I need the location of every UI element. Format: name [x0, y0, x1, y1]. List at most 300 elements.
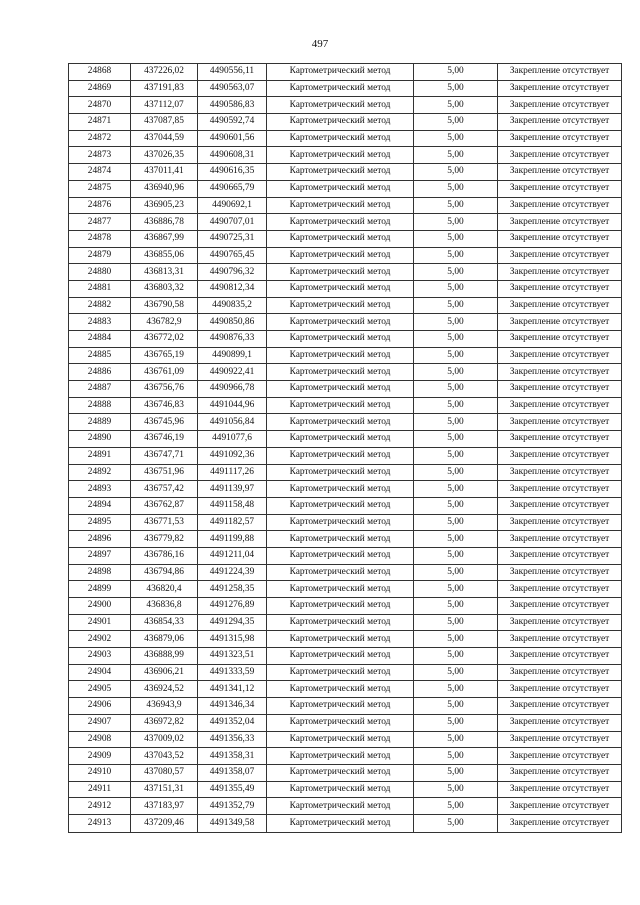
x-coordinate-cell: 436761,09 — [131, 364, 198, 381]
method-cell: Картометрический метод — [267, 64, 414, 81]
fixation-cell: Закрепление отсутствует — [498, 164, 622, 181]
point-number-cell: 24904 — [69, 664, 131, 681]
table-row — [69, 264, 622, 281]
method-cell: Картометрический метод — [267, 264, 414, 281]
accuracy-cell: 5,00 — [414, 130, 498, 147]
fixation-cell: Закрепление отсутствует — [498, 514, 622, 531]
method-cell: Картометрический метод — [267, 714, 414, 731]
y-coordinate-cell: 4491211,04 — [198, 547, 267, 564]
x-coordinate-cell: 436888,99 — [131, 648, 198, 665]
method-cell: Картометрический метод — [267, 180, 414, 197]
x-coordinate-cell: 436751,96 — [131, 464, 198, 481]
y-coordinate-cell: 4490665,79 — [198, 180, 267, 197]
point-number-cell: 24871 — [69, 114, 131, 131]
x-coordinate-cell: 436854,33 — [131, 614, 198, 631]
fixation-cell: Закрепление отсутствует — [498, 714, 622, 731]
method-cell: Картометрический метод — [267, 114, 414, 131]
x-coordinate-cell: 436794,86 — [131, 564, 198, 581]
x-coordinate-cell: 436943,9 — [131, 698, 198, 715]
table-row — [69, 731, 622, 748]
y-coordinate-cell: 4490796,32 — [198, 264, 267, 281]
y-coordinate-cell: 4491346,34 — [198, 698, 267, 715]
point-number-cell: 24883 — [69, 314, 131, 331]
x-coordinate-cell: 436803,32 — [131, 280, 198, 297]
fixation-cell: Закрепление отсутствует — [498, 748, 622, 765]
fixation-cell: Закрепление отсутствует — [498, 648, 622, 665]
table-row — [69, 698, 622, 715]
table-body — [69, 64, 622, 833]
table-row — [69, 514, 622, 531]
method-cell: Картометрический метод — [267, 531, 414, 548]
accuracy-cell: 5,00 — [414, 764, 498, 781]
x-coordinate-cell: 436905,23 — [131, 197, 198, 214]
point-number-cell: 24869 — [69, 80, 131, 97]
table-row — [69, 64, 622, 81]
accuracy-cell: 5,00 — [414, 64, 498, 81]
x-coordinate-cell: 437026,35 — [131, 147, 198, 164]
point-number-cell: 24897 — [69, 547, 131, 564]
method-cell: Картометрический метод — [267, 648, 414, 665]
method-cell: Картометрический метод — [267, 564, 414, 581]
table-row — [69, 197, 622, 214]
point-number-cell: 24909 — [69, 748, 131, 765]
fixation-cell: Закрепление отсутствует — [498, 547, 622, 564]
x-coordinate-cell: 437191,83 — [131, 80, 198, 97]
accuracy-cell: 5,00 — [414, 681, 498, 698]
accuracy-cell: 5,00 — [414, 581, 498, 598]
y-coordinate-cell: 4490850,86 — [198, 314, 267, 331]
x-coordinate-cell: 437183,97 — [131, 798, 198, 815]
fixation-cell: Закрепление отсутствует — [498, 230, 622, 247]
x-coordinate-cell: 436940,96 — [131, 180, 198, 197]
table-row — [69, 781, 622, 798]
table-row — [69, 280, 622, 297]
y-coordinate-cell: 4491276,89 — [198, 598, 267, 615]
y-coordinate-cell: 4491323,51 — [198, 648, 267, 665]
point-number-cell: 24885 — [69, 347, 131, 364]
x-coordinate-cell: 437009,02 — [131, 731, 198, 748]
y-coordinate-cell: 4491358,07 — [198, 764, 267, 781]
method-cell: Картометрический метод — [267, 381, 414, 398]
x-coordinate-cell: 436972,82 — [131, 714, 198, 731]
accuracy-cell: 5,00 — [414, 481, 498, 498]
y-coordinate-cell: 4491199,88 — [198, 531, 267, 548]
y-coordinate-cell: 4491224,39 — [198, 564, 267, 581]
fixation-cell: Закрепление отсутствует — [498, 247, 622, 264]
fixation-cell: Закрепление отсутствует — [498, 414, 622, 431]
y-coordinate-cell: 4491294,35 — [198, 614, 267, 631]
method-cell: Картометрический метод — [267, 731, 414, 748]
y-coordinate-cell: 4490835,2 — [198, 297, 267, 314]
point-number-cell: 24911 — [69, 781, 131, 798]
method-cell: Картометрический метод — [267, 547, 414, 564]
point-number-cell: 24882 — [69, 297, 131, 314]
point-number-cell: 24872 — [69, 130, 131, 147]
method-cell: Картометрический метод — [267, 814, 414, 832]
x-coordinate-cell: 437043,52 — [131, 748, 198, 765]
x-coordinate-cell: 436867,99 — [131, 230, 198, 247]
method-cell: Картометрический метод — [267, 280, 414, 297]
accuracy-cell: 5,00 — [414, 798, 498, 815]
point-number-cell: 24893 — [69, 481, 131, 498]
table-row — [69, 247, 622, 264]
fixation-cell: Закрепление отсутствует — [498, 581, 622, 598]
table-row — [69, 347, 622, 364]
table-row — [69, 681, 622, 698]
method-cell: Картометрический метод — [267, 464, 414, 481]
y-coordinate-cell: 4490586,83 — [198, 97, 267, 114]
y-coordinate-cell: 4491044,96 — [198, 397, 267, 414]
x-coordinate-cell: 436747,71 — [131, 447, 198, 464]
table-row — [69, 631, 622, 648]
accuracy-cell: 5,00 — [414, 297, 498, 314]
accuracy-cell: 5,00 — [414, 280, 498, 297]
fixation-cell: Закрепление отсутствует — [498, 347, 622, 364]
accuracy-cell: 5,00 — [414, 381, 498, 398]
x-coordinate-cell: 437087,85 — [131, 114, 198, 131]
accuracy-cell: 5,00 — [414, 564, 498, 581]
fixation-cell: Закрепление отсутствует — [498, 464, 622, 481]
table-row — [69, 381, 622, 398]
accuracy-cell: 5,00 — [414, 614, 498, 631]
point-number-cell: 24896 — [69, 531, 131, 548]
fixation-cell: Закрепление отсутствует — [498, 64, 622, 81]
method-cell: Картометрический метод — [267, 80, 414, 97]
y-coordinate-cell: 4491341,12 — [198, 681, 267, 698]
x-coordinate-cell: 436746,83 — [131, 397, 198, 414]
x-coordinate-cell: 436746,19 — [131, 431, 198, 448]
table-row — [69, 331, 622, 348]
method-cell: Картометрический метод — [267, 781, 414, 798]
fixation-cell: Закрепление отсутствует — [498, 397, 622, 414]
fixation-cell: Закрепление отсутствует — [498, 147, 622, 164]
point-number-cell: 24868 — [69, 64, 131, 81]
x-coordinate-cell: 436813,31 — [131, 264, 198, 281]
point-number-cell: 24876 — [69, 197, 131, 214]
y-coordinate-cell: 4491315,98 — [198, 631, 267, 648]
accuracy-cell: 5,00 — [414, 431, 498, 448]
method-cell: Картометрический метод — [267, 297, 414, 314]
table-row — [69, 814, 622, 832]
table-row — [69, 714, 622, 731]
y-coordinate-cell: 4490765,45 — [198, 247, 267, 264]
y-coordinate-cell: 4490563,07 — [198, 80, 267, 97]
y-coordinate-cell: 4490922,41 — [198, 364, 267, 381]
fixation-cell: Закрепление отсутствует — [498, 214, 622, 231]
method-cell: Картометрический метод — [267, 748, 414, 765]
fixation-cell: Закрепление отсутствует — [498, 681, 622, 698]
method-cell: Картометрический метод — [267, 431, 414, 448]
accuracy-cell: 5,00 — [414, 230, 498, 247]
accuracy-cell: 5,00 — [414, 347, 498, 364]
point-number-cell: 24899 — [69, 581, 131, 598]
accuracy-cell: 5,00 — [414, 147, 498, 164]
table-row — [69, 648, 622, 665]
fixation-cell: Закрепление отсутствует — [498, 731, 622, 748]
y-coordinate-cell: 4491092,36 — [198, 447, 267, 464]
table-row — [69, 564, 622, 581]
point-number-cell: 24890 — [69, 431, 131, 448]
fixation-cell: Закрепление отсутствует — [498, 631, 622, 648]
accuracy-cell: 5,00 — [414, 781, 498, 798]
table-row — [69, 314, 622, 331]
point-number-cell: 24894 — [69, 497, 131, 514]
x-coordinate-cell: 437151,31 — [131, 781, 198, 798]
x-coordinate-cell: 436879,06 — [131, 631, 198, 648]
fixation-cell: Закрепление отсутствует — [498, 531, 622, 548]
method-cell: Картометрический метод — [267, 397, 414, 414]
method-cell: Картометрический метод — [267, 414, 414, 431]
method-cell: Картометрический метод — [267, 614, 414, 631]
method-cell: Картометрический метод — [267, 364, 414, 381]
table-row — [69, 297, 622, 314]
x-coordinate-cell: 436906,21 — [131, 664, 198, 681]
y-coordinate-cell: 4490899,1 — [198, 347, 267, 364]
method-cell: Картометрический метод — [267, 347, 414, 364]
point-number-cell: 24870 — [69, 97, 131, 114]
table-row — [69, 164, 622, 181]
accuracy-cell: 5,00 — [414, 397, 498, 414]
y-coordinate-cell: 4490601,56 — [198, 130, 267, 147]
method-cell: Картометрический метод — [267, 764, 414, 781]
accuracy-cell: 5,00 — [414, 497, 498, 514]
table-row — [69, 531, 622, 548]
accuracy-cell: 5,00 — [414, 698, 498, 715]
point-number-cell: 24884 — [69, 331, 131, 348]
x-coordinate-cell: 437226,02 — [131, 64, 198, 81]
fixation-cell: Закрепление отсутствует — [498, 798, 622, 815]
accuracy-cell: 5,00 — [414, 464, 498, 481]
fixation-cell: Закрепление отсутствует — [498, 381, 622, 398]
accuracy-cell: 5,00 — [414, 648, 498, 665]
method-cell: Картометрический метод — [267, 631, 414, 648]
method-cell: Картометрический метод — [267, 314, 414, 331]
fixation-cell: Закрепление отсутствует — [498, 114, 622, 131]
point-number-cell: 24901 — [69, 614, 131, 631]
point-number-cell: 24877 — [69, 214, 131, 231]
method-cell: Картометрический метод — [267, 581, 414, 598]
fixation-cell: Закрепление отсутствует — [498, 264, 622, 281]
method-cell: Картометрический метод — [267, 481, 414, 498]
method-cell: Картометрический метод — [267, 147, 414, 164]
fixation-cell: Закрепление отсутствует — [498, 331, 622, 348]
x-coordinate-cell: 436790,58 — [131, 297, 198, 314]
fixation-cell: Закрепление отсутствует — [498, 764, 622, 781]
table-row — [69, 397, 622, 414]
fixation-cell: Закрепление отсутствует — [498, 481, 622, 498]
accuracy-cell: 5,00 — [414, 447, 498, 464]
method-cell: Картометрический метод — [267, 130, 414, 147]
y-coordinate-cell: 4491356,33 — [198, 731, 267, 748]
accuracy-cell: 5,00 — [414, 714, 498, 731]
method-cell: Картометрический метод — [267, 497, 414, 514]
accuracy-cell: 5,00 — [414, 247, 498, 264]
y-coordinate-cell: 4490592,74 — [198, 114, 267, 131]
table-row — [69, 180, 622, 197]
accuracy-cell: 5,00 — [414, 631, 498, 648]
page-number: 497 — [311, 38, 329, 50]
x-coordinate-cell: 437112,07 — [131, 97, 198, 114]
x-coordinate-cell: 436765,19 — [131, 347, 198, 364]
x-coordinate-cell: 436757,42 — [131, 481, 198, 498]
point-number-cell: 24891 — [69, 447, 131, 464]
y-coordinate-cell: 4491056,84 — [198, 414, 267, 431]
method-cell: Картометрический метод — [267, 514, 414, 531]
y-coordinate-cell: 4491077,6 — [198, 431, 267, 448]
table-row — [69, 364, 622, 381]
point-number-cell: 24895 — [69, 514, 131, 531]
table-row — [69, 214, 622, 231]
point-number-cell: 24887 — [69, 381, 131, 398]
accuracy-cell: 5,00 — [414, 514, 498, 531]
coordinates-table — [68, 63, 622, 833]
accuracy-cell: 5,00 — [414, 331, 498, 348]
accuracy-cell: 5,00 — [414, 547, 498, 564]
point-number-cell: 24908 — [69, 731, 131, 748]
y-coordinate-cell: 4491158,48 — [198, 497, 267, 514]
method-cell: Картометрический метод — [267, 164, 414, 181]
accuracy-cell: 5,00 — [414, 364, 498, 381]
accuracy-cell: 5,00 — [414, 164, 498, 181]
fixation-cell: Закрепление отсутствует — [498, 130, 622, 147]
method-cell: Картометрический метод — [267, 97, 414, 114]
table-row — [69, 464, 622, 481]
y-coordinate-cell: 4491182,57 — [198, 514, 267, 531]
x-coordinate-cell: 437209,46 — [131, 814, 198, 832]
fixation-cell: Закрепление отсутствует — [498, 497, 622, 514]
point-number-cell: 24878 — [69, 230, 131, 247]
point-number-cell: 24902 — [69, 631, 131, 648]
fixation-cell: Закрепление отсутствует — [498, 180, 622, 197]
point-number-cell: 24881 — [69, 280, 131, 297]
fixation-cell: Закрепление отсутствует — [498, 698, 622, 715]
accuracy-cell: 5,00 — [414, 414, 498, 431]
fixation-cell: Закрепление отсутствует — [498, 97, 622, 114]
table-row — [69, 497, 622, 514]
x-coordinate-cell: 436820,4 — [131, 581, 198, 598]
table-row — [69, 80, 622, 97]
table-row — [69, 97, 622, 114]
table-row — [69, 598, 622, 615]
point-number-cell: 24892 — [69, 464, 131, 481]
accuracy-cell: 5,00 — [414, 598, 498, 615]
table-row — [69, 581, 622, 598]
x-coordinate-cell: 436772,02 — [131, 331, 198, 348]
method-cell: Картометрический метод — [267, 798, 414, 815]
x-coordinate-cell: 437011,41 — [131, 164, 198, 181]
fixation-cell: Закрепление отсутствует — [498, 664, 622, 681]
fixation-cell: Закрепление отсутствует — [498, 297, 622, 314]
accuracy-cell: 5,00 — [414, 180, 498, 197]
method-cell: Картометрический метод — [267, 197, 414, 214]
x-coordinate-cell: 436771,53 — [131, 514, 198, 531]
y-coordinate-cell: 4490812,34 — [198, 280, 267, 297]
point-number-cell: 24912 — [69, 798, 131, 815]
fixation-cell: Закрепление отсутствует — [498, 781, 622, 798]
fixation-cell: Закрепление отсутствует — [498, 280, 622, 297]
accuracy-cell: 5,00 — [414, 531, 498, 548]
point-number-cell: 24905 — [69, 681, 131, 698]
x-coordinate-cell: 436756,76 — [131, 381, 198, 398]
y-coordinate-cell: 4491358,31 — [198, 748, 267, 765]
y-coordinate-cell: 4490616,35 — [198, 164, 267, 181]
fixation-cell: Закрепление отсутствует — [498, 447, 622, 464]
table-row — [69, 114, 622, 131]
fixation-cell: Закрепление отсутствует — [498, 614, 622, 631]
table-row — [69, 447, 622, 464]
x-coordinate-cell: 436782,9 — [131, 314, 198, 331]
accuracy-cell: 5,00 — [414, 748, 498, 765]
fixation-cell: Закрепление отсутствует — [498, 564, 622, 581]
point-number-cell: 24889 — [69, 414, 131, 431]
table-row — [69, 147, 622, 164]
accuracy-cell: 5,00 — [414, 214, 498, 231]
point-number-cell: 24907 — [69, 714, 131, 731]
point-number-cell: 24913 — [69, 814, 131, 832]
table-row — [69, 798, 622, 815]
y-coordinate-cell: 4491349,58 — [198, 814, 267, 832]
table-row — [69, 748, 622, 765]
table-row — [69, 614, 622, 631]
method-cell: Картометрический метод — [267, 664, 414, 681]
accuracy-cell: 5,00 — [414, 731, 498, 748]
fixation-cell: Закрепление отсутствует — [498, 598, 622, 615]
table-row — [69, 664, 622, 681]
accuracy-cell: 5,00 — [414, 97, 498, 114]
table-row — [69, 431, 622, 448]
fixation-cell: Закрепление отсутствует — [498, 314, 622, 331]
table-row — [69, 764, 622, 781]
method-cell: Картометрический метод — [267, 247, 414, 264]
x-coordinate-cell: 437044,59 — [131, 130, 198, 147]
fixation-cell: Закрепление отсутствует — [498, 197, 622, 214]
point-number-cell: 24886 — [69, 364, 131, 381]
y-coordinate-cell: 4490608,31 — [198, 147, 267, 164]
point-number-cell: 24888 — [69, 397, 131, 414]
fixation-cell: Закрепление отсутствует — [498, 364, 622, 381]
accuracy-cell: 5,00 — [414, 314, 498, 331]
point-number-cell: 24910 — [69, 764, 131, 781]
method-cell: Картометрический метод — [267, 447, 414, 464]
table-row — [69, 414, 622, 431]
y-coordinate-cell: 4490966,78 — [198, 381, 267, 398]
point-number-cell: 24879 — [69, 247, 131, 264]
y-coordinate-cell: 4491333,59 — [198, 664, 267, 681]
y-coordinate-cell: 4491117,26 — [198, 464, 267, 481]
accuracy-cell: 5,00 — [414, 80, 498, 97]
x-coordinate-cell: 436836,8 — [131, 598, 198, 615]
accuracy-cell: 5,00 — [414, 664, 498, 681]
table-row — [69, 481, 622, 498]
point-number-cell: 24874 — [69, 164, 131, 181]
method-cell: Картометрический метод — [267, 230, 414, 247]
x-coordinate-cell: 436855,06 — [131, 247, 198, 264]
method-cell: Картометрический метод — [267, 331, 414, 348]
point-number-cell: 24906 — [69, 698, 131, 715]
fixation-cell: Закрепление отсутствует — [498, 431, 622, 448]
x-coordinate-cell: 436786,16 — [131, 547, 198, 564]
table-row — [69, 130, 622, 147]
y-coordinate-cell: 4490692,1 — [198, 197, 267, 214]
method-cell: Картометрический метод — [267, 698, 414, 715]
x-coordinate-cell: 436779,82 — [131, 531, 198, 548]
accuracy-cell: 5,00 — [414, 114, 498, 131]
x-coordinate-cell: 436762,87 — [131, 497, 198, 514]
point-number-cell: 24880 — [69, 264, 131, 281]
x-coordinate-cell: 437080,57 — [131, 764, 198, 781]
y-coordinate-cell: 4491258,35 — [198, 581, 267, 598]
y-coordinate-cell: 4490556,11 — [198, 64, 267, 81]
